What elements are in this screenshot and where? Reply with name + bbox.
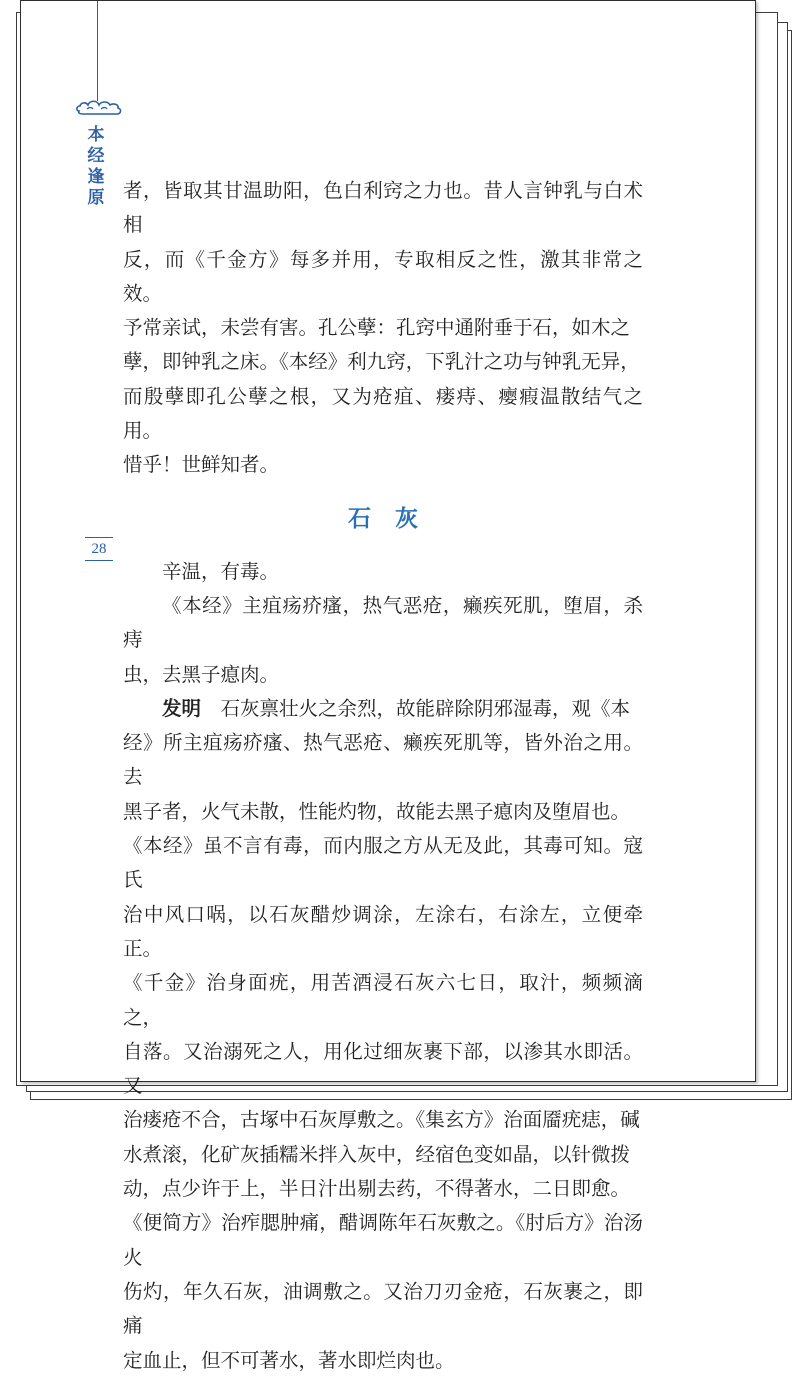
faming-first-line xyxy=(123,692,643,726)
hanging-line xyxy=(97,1,98,101)
text-line: 经》所主疽疡疥瘙、热气恶疮、癞疾死肌等，皆外治之用。去 xyxy=(123,731,643,789)
text-line: 惜乎！世鲜知者。 xyxy=(123,453,280,477)
text-line: 水煮滚，化矿灰插糯米拌入灰中，经宿色变如晶，以针微拨 xyxy=(123,1142,631,1166)
faming-label: 发明 xyxy=(162,696,202,720)
text-line: 自落。又治溺死之人，用化过细灰裹下部，以渗其水即活。又 xyxy=(123,1039,643,1098)
text-line: 《本经》虽不言有毒，而内服之方从无及此，其毒可知。寇氏 xyxy=(123,834,643,892)
text-line: 而殷孽即孔公孽之根，又为疮疽、瘘痔、瘿瘕温散结气之用。 xyxy=(123,384,643,443)
text-line: 予常亲试，未尝有害。孔公孽：孔窍中通附垂于石，如木之 xyxy=(123,316,631,340)
text-line: 定血止，但不可著水，著水即烂肉也。 xyxy=(123,1348,455,1372)
page-number: 28 xyxy=(85,537,113,561)
cloud-ornament-icon xyxy=(75,97,123,117)
running-head xyxy=(85,125,107,209)
running-head-char: 原 xyxy=(87,188,105,208)
faming-first-text: 石灰禀壮火之余烈，故能辟除阴邪湿毒，观《本 xyxy=(220,696,631,720)
text-line: 伤灼，年久石灰，油调敷之。又治刀刃金疮，石灰裹之，即痛 xyxy=(123,1279,643,1338)
text-line: 《千金》治身面疣，用苦酒浸石灰六七日，取汁，频频滴之， xyxy=(123,971,643,1029)
text-line: 治中风口㖞，以石灰醋炒调涂，左涂右，右涂左，立便牵正。 xyxy=(123,902,643,960)
running-head-char: 经 xyxy=(87,146,105,166)
body-text xyxy=(123,174,643,1378)
text-line: 黑子者，火气未散，性能灼物，故能去黑子瘜肉及堕眉也。 xyxy=(123,799,631,823)
text-line: 者，皆取其甘温助阳，色白利窍之力也。昔人言钟乳与白术相 xyxy=(123,179,643,237)
benjing-line: 《本经》主疽疡疥瘙，热气恶疮，癞疾死肌，堕眉，杀痔 xyxy=(123,593,643,652)
nature-line: 辛温，有毒。 xyxy=(162,559,280,583)
running-head-char: 本 xyxy=(87,125,105,145)
text-line: 动，点少许于上，半日汁出剔去药，不得著水，二日即愈。 xyxy=(123,1177,631,1201)
text-line: 治瘘疮不合，古塚中石灰厚敷之。《集玄方》治面靥疣痣，碱 xyxy=(123,1108,640,1132)
section-title: 石灰 xyxy=(348,505,442,532)
text-line: 孽，即钟乳之床。《本经》利九窍，下乳汁之功与钟乳无异， xyxy=(123,350,640,374)
prev-paragraph xyxy=(123,174,643,483)
text-line: 反，而《千金方》每多并用，专取相反之性，激其非常之效。 xyxy=(123,247,643,305)
benjing-line: 虫，去黑子瘜肉。 xyxy=(123,662,280,686)
text-line: 《便简方》治痄腮肿痛，醋调陈年石灰敷之。《肘后方》治汤火 xyxy=(123,1211,643,1269)
running-head-char: 逢 xyxy=(87,167,105,187)
